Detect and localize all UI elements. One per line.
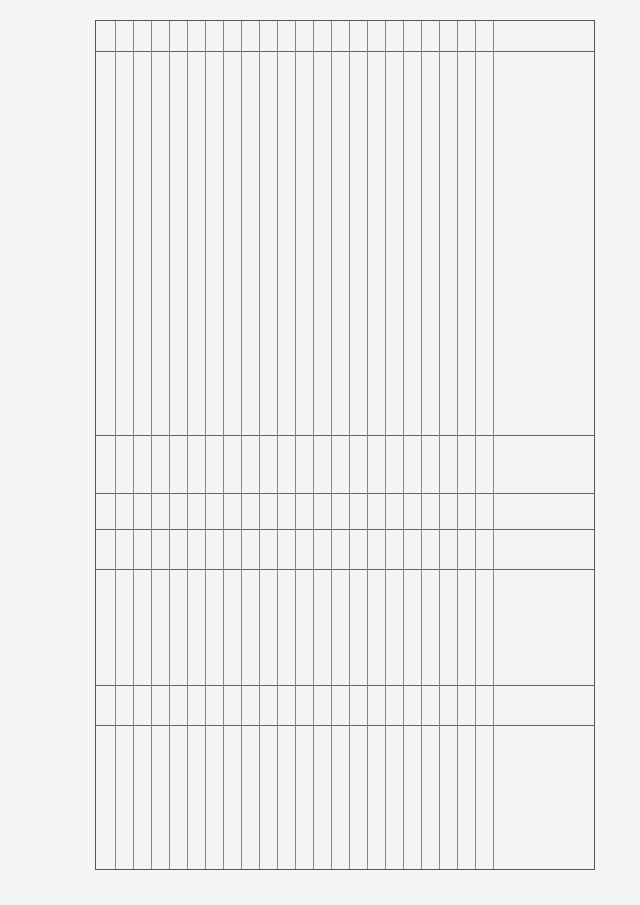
cell-code — [224, 435, 242, 493]
cell-subsection — [116, 529, 134, 569]
cell-name — [458, 51, 476, 435]
cell-sum — [116, 725, 134, 869]
cell-sum — [332, 725, 350, 869]
cell-code — [116, 435, 134, 493]
cell-kind — [206, 685, 224, 725]
cell-target — [476, 569, 494, 685]
cell-name — [242, 51, 260, 435]
cell-target — [224, 569, 242, 685]
cell-section — [152, 493, 170, 529]
cell-code — [314, 435, 332, 493]
cell-target — [278, 569, 296, 685]
cell-sum — [440, 725, 458, 869]
cell-code — [458, 435, 476, 493]
table-body — [98, 21, 494, 869]
cell-subsection — [152, 529, 170, 569]
cell-sum — [314, 725, 332, 869]
cell-subsection — [368, 529, 386, 569]
table-header — [493, 21, 594, 869]
cell-section — [440, 493, 458, 529]
cell-sum — [152, 725, 170, 869]
cell-sum — [404, 725, 422, 869]
cell-target — [386, 569, 404, 685]
cell-kind — [260, 685, 278, 725]
cell-code — [296, 435, 314, 493]
cell-kind — [404, 685, 422, 725]
cell-section — [242, 493, 260, 529]
cell-target — [440, 569, 458, 685]
cell-kind — [350, 685, 368, 725]
header-section — [494, 493, 594, 529]
cell-section — [296, 493, 314, 529]
header-num — [494, 21, 594, 51]
cell-subsection — [404, 529, 422, 569]
cell-kind — [278, 685, 296, 725]
cell-subsection — [188, 529, 206, 569]
cell-name — [170, 51, 188, 435]
cell-kind — [422, 685, 440, 725]
cell-name — [314, 51, 332, 435]
cell-section — [98, 493, 116, 529]
cell-kind — [242, 685, 260, 725]
cell-name — [296, 51, 314, 435]
cell-subsection — [224, 529, 242, 569]
cell-code — [260, 435, 278, 493]
cell-section — [386, 493, 404, 529]
cell-sum — [242, 725, 260, 869]
cell-section — [332, 493, 350, 529]
cell-code — [134, 435, 152, 493]
cell-section — [350, 493, 368, 529]
cell-name — [116, 51, 134, 435]
cell-kind — [476, 685, 494, 725]
cell-code — [206, 435, 224, 493]
cell-name — [260, 51, 278, 435]
header-name — [494, 51, 594, 435]
cell-kind — [332, 685, 350, 725]
cell-target — [170, 569, 188, 685]
cell-target — [116, 569, 134, 685]
cell-name — [476, 51, 494, 435]
cell-section — [314, 493, 332, 529]
cell-subsection — [98, 529, 116, 569]
cell-sum — [458, 725, 476, 869]
cell-target — [152, 569, 170, 685]
cell-subsection — [278, 529, 296, 569]
cell-sum — [296, 725, 314, 869]
cell-code — [422, 435, 440, 493]
cell-code — [476, 435, 494, 493]
cell-code — [242, 435, 260, 493]
cell-target — [332, 569, 350, 685]
cell-name — [188, 51, 206, 435]
header-target — [494, 569, 594, 685]
cell-section — [260, 493, 278, 529]
cell-section — [134, 493, 152, 529]
header-code — [494, 435, 594, 493]
cell-target — [422, 569, 440, 685]
cell-kind — [188, 685, 206, 725]
cell-name — [332, 51, 350, 435]
cell-section — [476, 493, 494, 529]
cell-name — [152, 51, 170, 435]
cell-target — [188, 569, 206, 685]
cell-target — [206, 569, 224, 685]
cell-target — [134, 569, 152, 685]
cell-code — [368, 435, 386, 493]
cell-name — [404, 51, 422, 435]
cell-subsection — [134, 529, 152, 569]
cell-kind — [116, 685, 134, 725]
cell-subsection — [386, 529, 404, 569]
cell-target — [296, 569, 314, 685]
cell-code — [188, 435, 206, 493]
cell-sum — [98, 725, 116, 869]
cell-subsection — [440, 529, 458, 569]
cell-sum — [368, 725, 386, 869]
cell-section — [206, 493, 224, 529]
cell-subsection — [206, 529, 224, 569]
cell-subsection — [296, 529, 314, 569]
cell-code — [386, 435, 404, 493]
cell-kind — [458, 685, 476, 725]
cell-name — [440, 51, 458, 435]
cell-kind — [314, 685, 332, 725]
cell-subsection — [476, 529, 494, 569]
cell-section — [278, 493, 296, 529]
cell-sum — [206, 725, 224, 869]
cell-target — [98, 569, 116, 685]
cell-target — [260, 569, 278, 685]
cell-sum — [188, 725, 206, 869]
cell-name — [278, 51, 296, 435]
cell-target — [242, 569, 260, 685]
cell-sum — [350, 725, 368, 869]
cell-section — [170, 493, 188, 529]
cell-kind — [98, 685, 116, 725]
cell-subsection — [314, 529, 332, 569]
cell-sum — [170, 725, 188, 869]
cell-kind — [224, 685, 242, 725]
cell-kind — [386, 685, 404, 725]
cell-name — [224, 51, 242, 435]
cell-section — [404, 493, 422, 529]
cell-code — [440, 435, 458, 493]
cell-kind — [368, 685, 386, 725]
budget-table — [95, 20, 595, 870]
cell-name — [350, 51, 368, 435]
cell-code — [350, 435, 368, 493]
cell-name — [386, 51, 404, 435]
cell-code — [170, 435, 188, 493]
cell-sum — [224, 725, 242, 869]
cell-subsection — [170, 529, 188, 569]
cell-code — [404, 435, 422, 493]
cell-subsection — [260, 529, 278, 569]
cell-kind — [170, 685, 188, 725]
cell-name — [134, 51, 152, 435]
cell-name — [368, 51, 386, 435]
cell-sum — [134, 725, 152, 869]
cell-kind — [440, 685, 458, 725]
cell-target — [458, 569, 476, 685]
cell-code — [332, 435, 350, 493]
header-subsection — [494, 529, 594, 569]
cell-kind — [296, 685, 314, 725]
cell-target — [368, 569, 386, 685]
cell-subsection — [242, 529, 260, 569]
cell-sum — [260, 725, 278, 869]
cell-name — [98, 51, 116, 435]
cell-section — [116, 493, 134, 529]
cell-subsection — [458, 529, 476, 569]
cell-target — [404, 569, 422, 685]
cell-subsection — [422, 529, 440, 569]
cell-section — [458, 493, 476, 529]
cell-code — [152, 435, 170, 493]
header-sum — [494, 725, 594, 869]
cell-subsection — [332, 529, 350, 569]
cell-sum — [476, 725, 494, 869]
cell-sum — [278, 725, 296, 869]
cell-sum — [422, 725, 440, 869]
cell-kind — [152, 685, 170, 725]
cell-section — [188, 493, 206, 529]
cell-kind — [134, 685, 152, 725]
cell-section — [224, 493, 242, 529]
cell-target — [314, 569, 332, 685]
header-kind — [494, 685, 594, 725]
cell-section — [368, 493, 386, 529]
cell-sum — [386, 725, 404, 869]
cell-code — [98, 435, 116, 493]
cell-target — [350, 569, 368, 685]
cell-name — [206, 51, 224, 435]
cell-name — [422, 51, 440, 435]
cell-section — [422, 493, 440, 529]
cell-subsection — [350, 529, 368, 569]
cell-code — [278, 435, 296, 493]
